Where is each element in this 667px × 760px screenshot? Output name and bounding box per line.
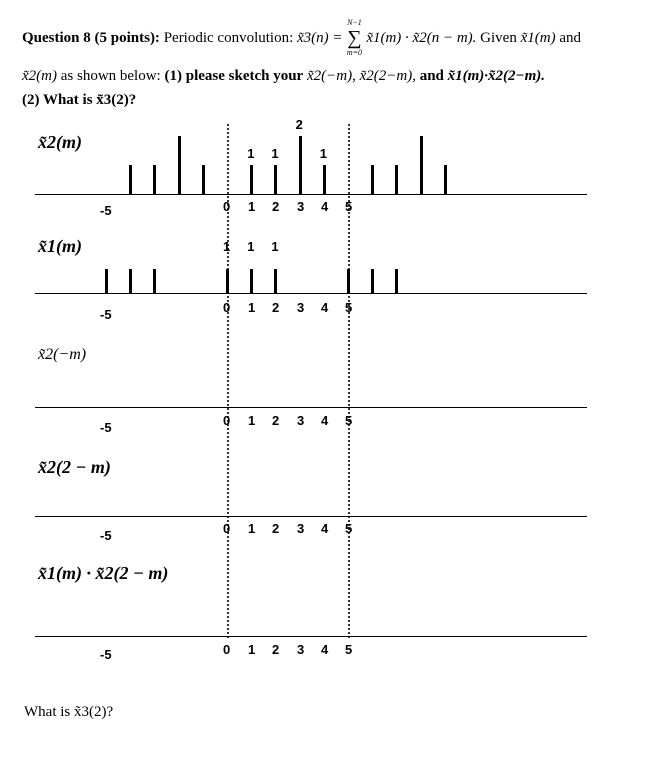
sigma-icon: ∑ N−1 m=0 bbox=[346, 27, 362, 50]
formula bbox=[297, 18, 480, 57]
x2m-stem bbox=[444, 165, 447, 194]
plot-label-x2m: x̃2(m) bbox=[38, 132, 82, 152]
x2m-value-label: 1 bbox=[271, 146, 279, 161]
x1m-value-label: 1 bbox=[247, 239, 255, 254]
x1m-stem bbox=[395, 269, 398, 293]
tick-5-x2-neg: 5 bbox=[345, 413, 353, 428]
question-line-2 bbox=[22, 68, 545, 85]
part1-and: and bbox=[419, 68, 444, 84]
plot-label-x1m: x̃1(m) bbox=[38, 236, 82, 256]
tick-4-x2-neg: 4 bbox=[321, 413, 329, 428]
question-part-2: (2) What is x̃3(2)? bbox=[22, 92, 137, 108]
tick-1-x2-neg: 1 bbox=[248, 413, 256, 428]
and-text: and bbox=[559, 30, 581, 46]
tick-0-x2-shift: 0 bbox=[223, 521, 231, 536]
axis-x2-shift bbox=[35, 516, 587, 517]
tick-3-x2m: 3 bbox=[297, 199, 305, 214]
tick-5-x2m: 5 bbox=[345, 199, 353, 214]
question-title: Question 8 (5 points): bbox=[22, 30, 160, 46]
plot-label-product: x̃1(m) · x̃2(2 − m) bbox=[38, 563, 169, 583]
tick-2-x2m: 2 bbox=[272, 199, 280, 214]
tick-4-x1m: 4 bbox=[321, 300, 329, 315]
neg-label-product: -5 bbox=[100, 647, 112, 662]
tick-4-product: 4 bbox=[321, 642, 329, 657]
x2m-stem bbox=[250, 165, 253, 194]
axis-x1m bbox=[35, 293, 587, 294]
tick-2-x2-shift: 2 bbox=[272, 521, 280, 536]
tick-1-x2-shift: 1 bbox=[248, 521, 256, 536]
x1m-stem bbox=[274, 269, 277, 293]
x2m-stem bbox=[299, 136, 302, 194]
tick-3-x2-shift: 3 bbox=[297, 521, 305, 536]
x1m-value-label: 1 bbox=[271, 239, 279, 254]
tick-0-product: 0 bbox=[223, 642, 231, 657]
tick-3-x1m: 3 bbox=[297, 300, 305, 315]
question-intro: Periodic convolution: bbox=[163, 30, 294, 46]
tick-4-x2m: 4 bbox=[321, 199, 329, 214]
part1-symbol-1: x̃2(−m), bbox=[306, 68, 356, 84]
x1m-value-label: 1 bbox=[223, 239, 231, 254]
tick-3-x2-neg: 3 bbox=[297, 413, 305, 428]
sum-lower-limit: m=0 bbox=[346, 48, 363, 57]
neg-label-x2m: -5 bbox=[100, 203, 112, 218]
tick-0-x2-neg: 0 bbox=[223, 413, 231, 428]
tick-3-product: 3 bbox=[297, 642, 305, 657]
line2-symbol: x̃2(m) bbox=[22, 68, 57, 84]
axis-x2-neg bbox=[35, 407, 587, 408]
plot-label-x2-shift: x̃2(2 − m) bbox=[38, 457, 111, 477]
x1m-stem bbox=[250, 269, 253, 293]
x2m-value-label: 2 bbox=[295, 117, 303, 132]
part1-symbol-2: x̃2(2−m), bbox=[359, 68, 416, 84]
neg-label-x2-shift: -5 bbox=[100, 528, 112, 543]
x1m-stem bbox=[153, 269, 156, 293]
tick-0-x2m: 0 bbox=[223, 199, 231, 214]
given-text: Given bbox=[480, 30, 517, 46]
formula-rhs: x̃1(m) · x̃2(n − m). bbox=[366, 30, 477, 46]
tick-5-product: 5 bbox=[345, 642, 353, 657]
x2m-value-label: 1 bbox=[247, 146, 255, 161]
tick-1-product: 1 bbox=[248, 642, 256, 657]
axis-product bbox=[35, 636, 587, 637]
x2m-stem bbox=[202, 165, 205, 194]
question-line-1 bbox=[22, 18, 581, 57]
neg-label-x2-neg: -5 bbox=[100, 420, 112, 435]
part1-label: (1) please sketch your bbox=[164, 68, 304, 84]
x2m-stem bbox=[420, 136, 423, 194]
x2m-stem bbox=[178, 136, 181, 194]
x2m-stem bbox=[323, 165, 326, 194]
tick-5-x2-shift: 5 bbox=[345, 521, 353, 536]
given-symbol: x̃1(m) bbox=[520, 30, 556, 46]
neg-label-x1m: -5 bbox=[100, 307, 112, 322]
part1-symbol-3: x̃1(m)·x̃2(2−m). bbox=[447, 68, 546, 84]
tick-4-x2-shift: 4 bbox=[321, 521, 329, 536]
sum-upper-limit: N−1 bbox=[347, 18, 362, 27]
x1m-stem bbox=[371, 269, 374, 293]
tick-1-x1m: 1 bbox=[248, 300, 256, 315]
line2-text: as shown below: bbox=[60, 68, 161, 84]
tick-5-x1m: 5 bbox=[345, 300, 353, 315]
tick-2-product: 2 bbox=[272, 642, 280, 657]
x1m-stem bbox=[105, 269, 108, 293]
formula-lhs: x̃3(n) = bbox=[297, 30, 343, 46]
tick-2-x2-neg: 2 bbox=[272, 413, 280, 428]
plot-label-x2-neg: x̃2(−m) bbox=[38, 346, 87, 363]
tick-1-x2m: 1 bbox=[248, 199, 256, 214]
x2m-stem bbox=[274, 165, 277, 194]
x2m-stem bbox=[371, 165, 374, 194]
x2m-stem bbox=[395, 165, 398, 194]
x2m-value-label: 1 bbox=[319, 146, 328, 161]
final-question: What is x̃3(2)? bbox=[24, 704, 114, 720]
x2m-stem bbox=[129, 165, 132, 194]
x1m-stem bbox=[129, 269, 132, 293]
x2m-stem bbox=[153, 165, 156, 194]
x1m-stem bbox=[226, 269, 229, 293]
x1m-stem bbox=[347, 269, 350, 293]
axis-x2m bbox=[35, 194, 587, 195]
tick-2-x1m: 2 bbox=[272, 300, 280, 315]
tick-0-x1m: 0 bbox=[223, 300, 231, 315]
